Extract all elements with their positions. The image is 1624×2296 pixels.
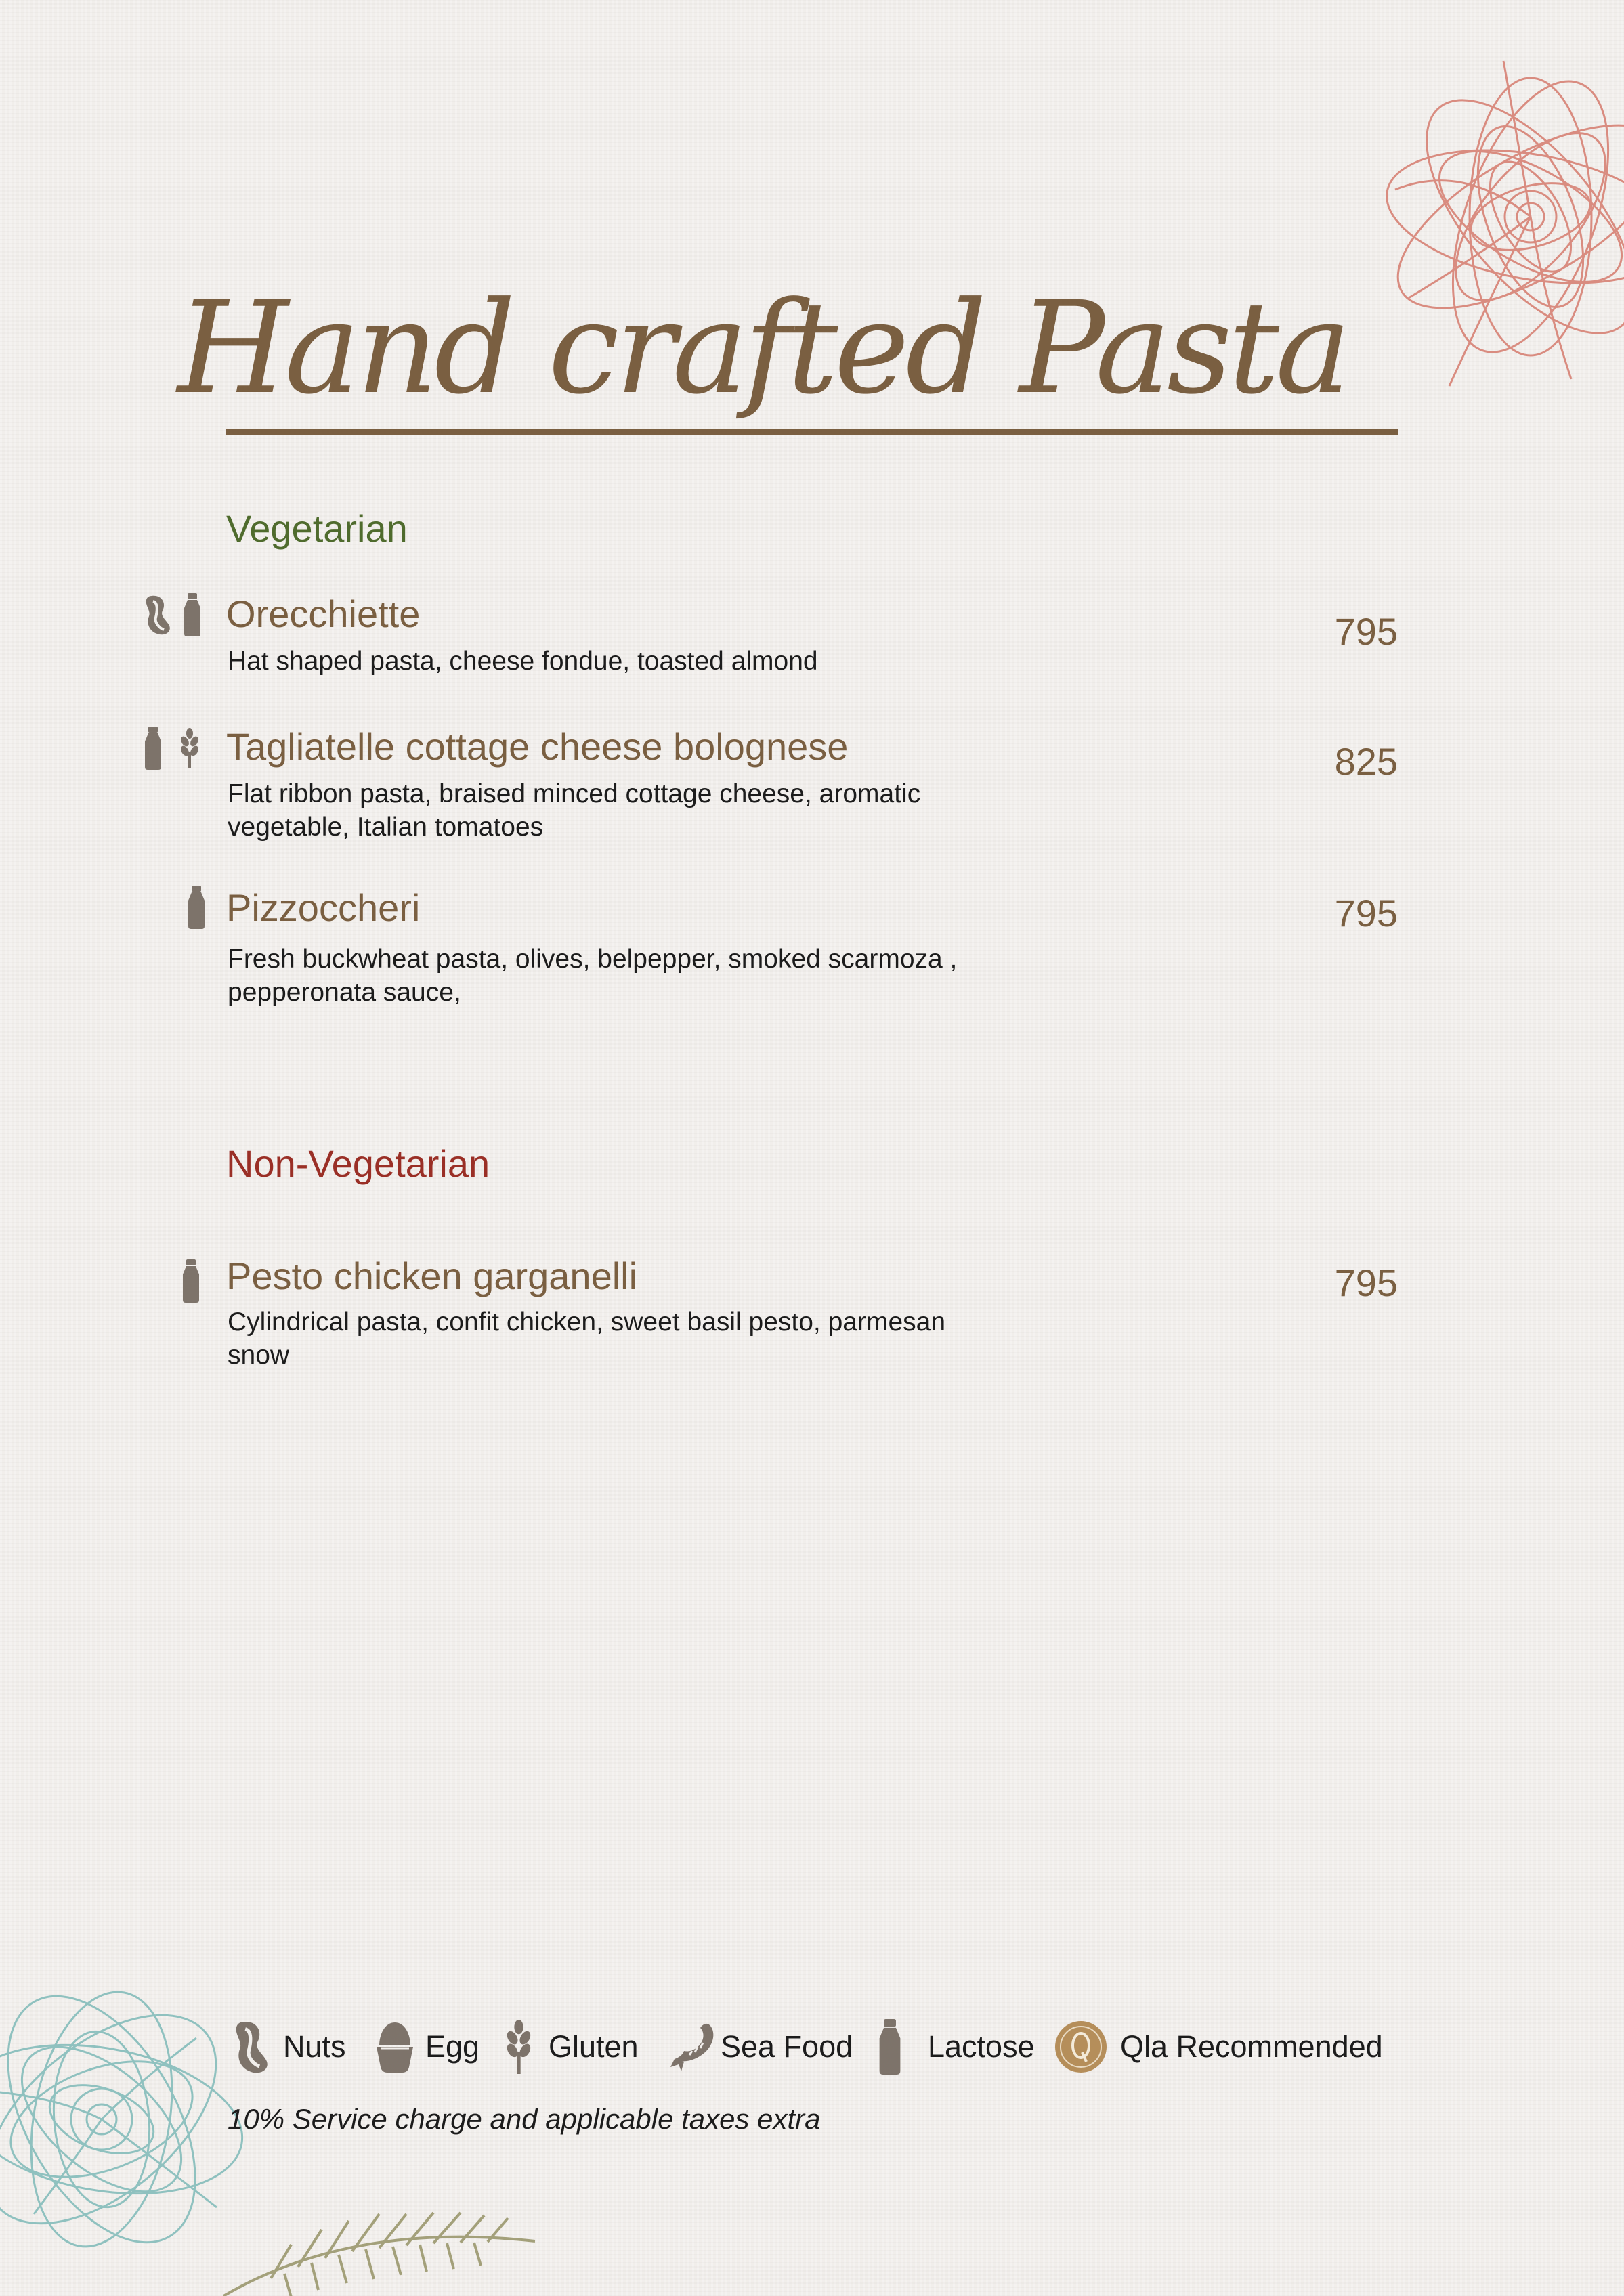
item-name: Tagliatelle cottage cheese bolognese xyxy=(226,725,849,768)
lactose-icon xyxy=(187,886,206,929)
legend-seafood xyxy=(669,2016,853,2077)
lactose-icon xyxy=(878,2019,902,2075)
gluten-icon xyxy=(504,2020,534,2074)
egg-icon xyxy=(374,2018,416,2075)
item-description: Cylindrical pasta, confit chicken, sweet basil pesto, parmesan snow xyxy=(228,1307,946,1370)
section-heading-vegetarian: Vegetarian xyxy=(226,507,408,550)
qla-recommended-icon xyxy=(1054,2020,1108,2074)
title-divider xyxy=(226,429,1398,435)
item-price: 795 xyxy=(1334,610,1398,653)
item-name: Pizzoccheri xyxy=(226,886,421,929)
legend-label: Nuts xyxy=(283,2029,346,2064)
legend-label: Lactose xyxy=(928,2029,1035,2064)
legend-nuts xyxy=(232,2016,346,2077)
seafood-icon xyxy=(669,2020,719,2074)
flower-decoration-top-right xyxy=(1307,7,1624,467)
legend-egg xyxy=(374,2016,479,2077)
page-title: Hand crafted Pasta xyxy=(177,274,1348,423)
section-heading-non-vegetarian: Non-Vegetarian xyxy=(226,1142,490,1185)
item-description: Fresh buckwheat pasta, olives, belpepper, smoked scarmoza , pepperonata sauce, xyxy=(228,945,958,1007)
nuts-icon xyxy=(232,2018,275,2075)
item-price: 825 xyxy=(1334,740,1398,783)
service-charge-note: 10% Service charge and applicable taxes extra xyxy=(228,2103,821,2135)
lactose-icon xyxy=(181,1259,200,1303)
nuts-icon xyxy=(144,593,175,636)
legend-label: Gluten xyxy=(549,2029,639,2064)
item-description: Flat ribbon pasta, braised minced cottage cheese, aromatic vegetable, Italian tomatoes xyxy=(228,779,921,842)
lactose-icon xyxy=(144,727,163,770)
item-name: Orecchiette xyxy=(226,592,421,635)
legend-label: Sea Food xyxy=(721,2029,853,2064)
gluten-icon xyxy=(179,728,200,768)
legend-label: Egg xyxy=(425,2029,480,2064)
legend-label: Qla Recommended xyxy=(1120,2029,1383,2064)
legend-qla-recommended xyxy=(1054,2016,1383,2077)
lactose-icon xyxy=(183,593,202,636)
item-description: Hat shaped pasta, cheese fondue, toasted almond xyxy=(228,647,818,676)
legend-lactose xyxy=(878,2016,1035,2077)
item-name: Pesto chicken garganelli xyxy=(226,1255,638,1297)
legend-gluten xyxy=(504,2016,639,2077)
item-price: 795 xyxy=(1334,1261,1398,1304)
item-price: 795 xyxy=(1334,892,1398,934)
